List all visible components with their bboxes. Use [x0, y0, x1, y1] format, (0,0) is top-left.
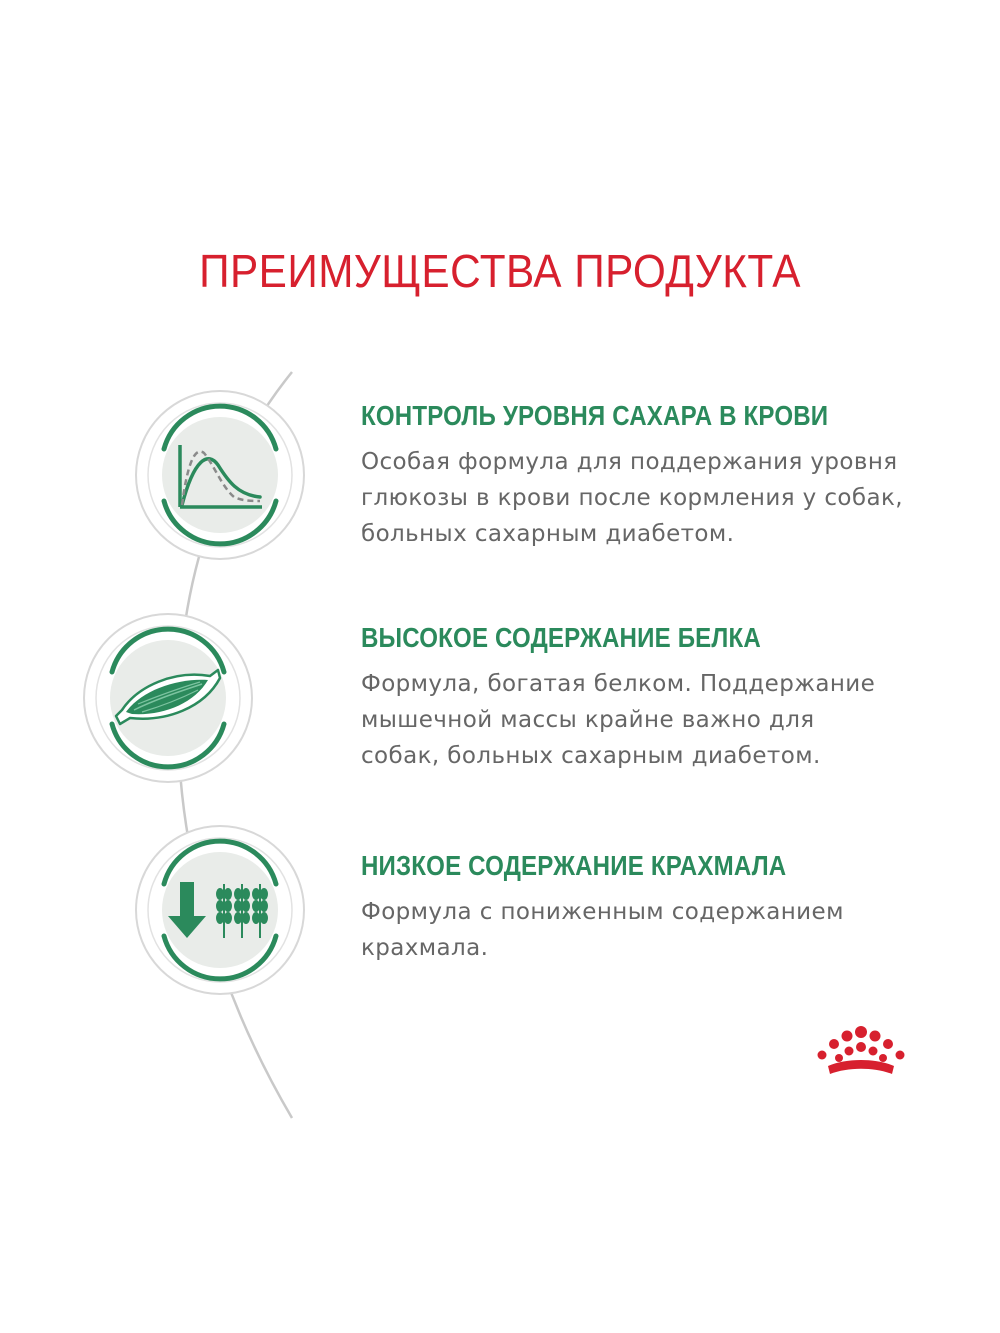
- royal-canin-crown-logo: [812, 1024, 910, 1080]
- feature-description-line: Формула с пониженным содержанием: [361, 899, 844, 925]
- feature-heading: НИЗКОЕ СОДЕРЖАНИЕ КРАХМАЛА: [361, 850, 787, 881]
- feature-description-line: мышечной массы крайне важно для: [361, 707, 815, 733]
- feature-blood-sugar: [361, 400, 961, 552]
- feature-description: [361, 444, 961, 552]
- feature-low-starch: [361, 850, 961, 966]
- page-title: ПРЕИМУЩЕСТВА ПРОДУКТА: [199, 245, 801, 297]
- feature-description-line: собак, больных сахарным диабетом.: [361, 743, 821, 769]
- muscle-icon: [82, 612, 254, 784]
- feature-description-line: Формула, богатая белком. Поддержание: [361, 671, 876, 697]
- feature-heading: ВЫСОКОЕ СОДЕРЖАНИЕ БЕЛКА: [361, 622, 761, 653]
- feature-description-line: глюкозы в крови после кормления у собак,: [361, 485, 903, 511]
- feature-description: [361, 894, 961, 966]
- blood-sugar-curve-icon: [134, 389, 306, 561]
- feature-description-line: Особая формула для поддержания уровня: [361, 449, 898, 475]
- feature-high-protein: [361, 622, 961, 774]
- feature-description-line: больных сахарным диабетом.: [361, 521, 735, 547]
- feature-heading: КОНТРОЛЬ УРОВНЯ САХАРА В КРОВИ: [361, 400, 829, 431]
- feature-description: [361, 666, 961, 774]
- low-starch-wheat-icon: [134, 824, 306, 996]
- feature-description-line: крахмала.: [361, 935, 489, 961]
